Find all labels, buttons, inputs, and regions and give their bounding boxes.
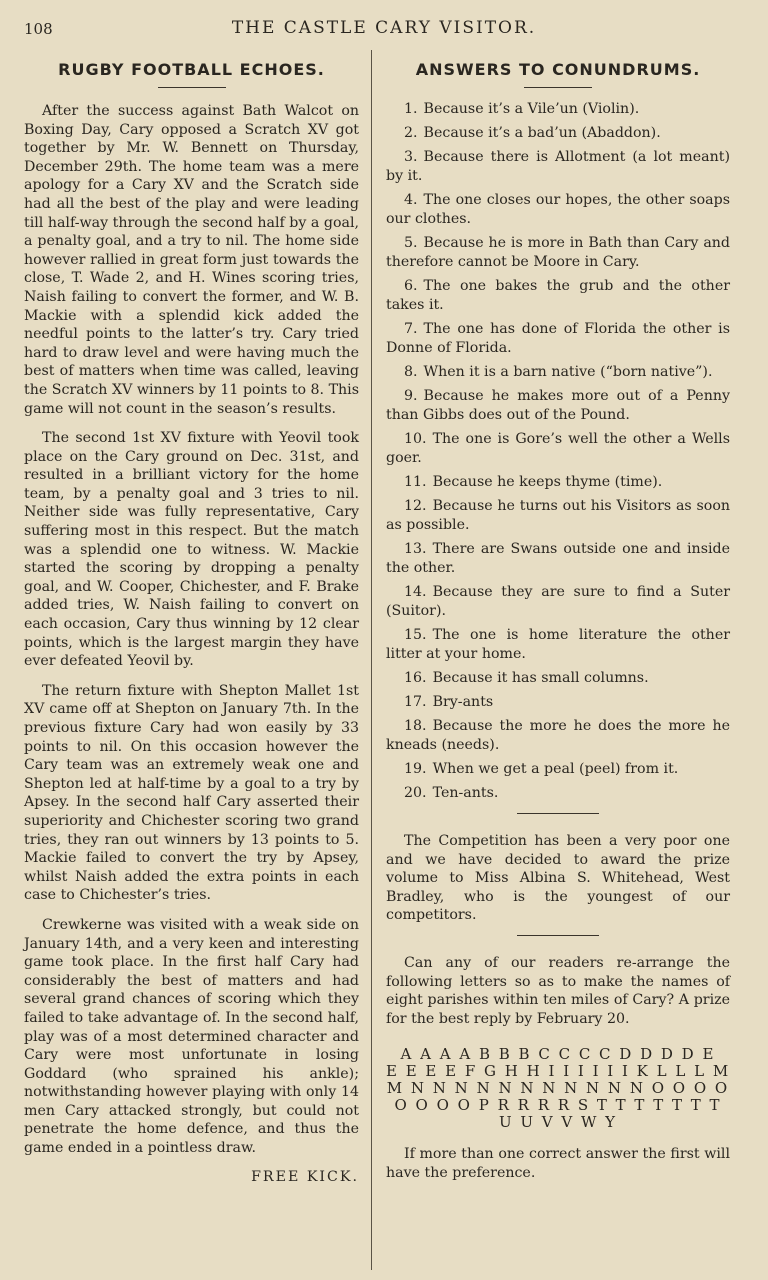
answer-item: 5. Because he is more in Bath than Cary and therefore cannot be Moore in Cary. xyxy=(386,235,730,270)
answer-item: 11. Because he keeps thyme (time). xyxy=(404,474,663,490)
answer-item: 1. Because it’s a Vile’un (Violin). xyxy=(404,101,640,117)
section-rule xyxy=(517,813,599,814)
section-rule xyxy=(517,935,599,936)
answer-item: 2. Because it’s a bad’un (Abaddon). xyxy=(404,125,661,141)
letter-line: M N N N N N N N N N N N O O O O xyxy=(386,1079,730,1098)
answers-column xyxy=(386,60,730,1183)
answers-list xyxy=(386,100,730,803)
answer-item: 14. Because they are sure to find a Suter (Suitor). xyxy=(386,584,730,619)
answer-item: 8. When it is a barn native (“born native”). xyxy=(404,364,713,380)
letter-line: U U V V W Y xyxy=(498,1113,618,1132)
rugby-paragraph-2: The second 1st XV fixture with Yeovil took place on the Cary ground on Dec. 31st, and resulted in a brilliant victory for the home team, by a penalty goal and 3 tries to nil. Neither side was fully representative, Cary suffering most in this respect. But the match was a splendid one to witness. W. Mackie started the scoring by dropping a penalty goal, and W. Cooper, Chichester, and F. Brake added tries, W. Naish failing to convert on each occasion, Cary thus winning by 12 clear points, which is the largest margin they have ever defeated Yeovil by. xyxy=(24,430,359,670)
running-title: THE CASTLE CARY VISITOR. xyxy=(231,18,537,38)
answer-item: 17. Bry-ants xyxy=(404,694,494,710)
answer-item: 7. The one has done of Florida the other is Donne of Florida. xyxy=(386,321,730,356)
answer-item: 4. The one closes our hopes, the other soaps our clothes. xyxy=(386,192,730,227)
rugby-column xyxy=(24,60,359,1185)
rugby-paragraph-4: Crewkerne was visited with a weak side on January 14th, and a very keen and interesting game took place. In the first half Cary had considerably the best of matters and had several grand chances of scoring which they failed to take advantage of. In the second half, play was of a most determined character and Cary were most unfortunate in losing Goddard (who sprained his ankle); notwithstanding however playing with only 14 men Cary attacked strongly, but could not penetrate the home defence, and thus the game ended in a pointless draw. xyxy=(24,916,359,1157)
column-divider xyxy=(371,50,372,1270)
rugby-paragraph-3: The return fixture with Shepton Mallet 1st XV came off at Shepton on January 7th. In the previous fixture Cary had won easily by 33 points to nil. On this occasion however the Cary team was an extremely weak one and Shepton led at half-time by a goal to a try by Apsey. In the second half Cary asserted their superiority and Chichester scoring two grand tries, they ran out winners by 13 points to 5. Mackie failed to convert the try by Apsey, whilst Naish added the extra points in each case to Chichester’s tries. xyxy=(24,682,359,904)
rugby-heading: RUGBY FOOTBALL ECHOES. xyxy=(58,60,325,79)
answer-item: 3. Because there is Allotment (a lot meant) by it. xyxy=(386,149,730,184)
closing-paragraph: If more than one correct answer the first will have the preference. xyxy=(386,1146,730,1181)
puzzle-paragraph: Can any of our readers re-arrange the following letters so as to make the names of eight parishes within ten miles of Cary? A prize for the best reply by February 20. xyxy=(386,954,730,1027)
page-number: 108 xyxy=(24,20,53,38)
answer-item: 20. Ten-ants. xyxy=(404,785,499,801)
letter-grid xyxy=(386,1046,730,1131)
letter-line: E E E E F G H H I I I I I I K L L L M xyxy=(386,1062,731,1081)
answer-item: 18. Because the more he does the more he kneads (needs). xyxy=(386,718,730,753)
answer-item: 16. Because it has small columns. xyxy=(404,670,649,686)
rugby-paragraph-1: After the success against Bath Walcot on Boxing Day, Cary opposed a Scratch XV got together by Mr. W. Bennett on Thursday, December 29th. The home team was a mere apology for a Cary XV and the Scratch side had all the best of the play and were leading till half-way through the second half by a goal, a penalty goal, and a try to nil. The home side however rallied in great form just towards the close, T. Wade 2, and H. Wines scoring tries, Naish failing to convert the former, and W. B. Mackie with a splendid kick added the needful points to the latter’s try. Cary tried hard to draw level and were having much the best of matters when time was called, leaving the Scratch XV winners by 11 points to 8. This game will not count in the season’s results. xyxy=(24,103,359,417)
answer-item: 15. The one is home literature the other litter at your home. xyxy=(386,627,730,662)
heading-rule xyxy=(524,87,592,88)
heading-rule xyxy=(158,87,226,88)
letter-line: O O O O P R R R R S T T T T T T T xyxy=(394,1096,722,1115)
competition-paragraph: The Competition has been a very poor one and we have decided to award the prize volume to Miss Albina S. Whitehead, West Bradley, who is the youngest of our competitors. xyxy=(386,833,730,924)
answer-item: 13. There are Swans outside one and inside the other. xyxy=(386,541,730,576)
rugby-signature: FREE KICK. xyxy=(251,1168,359,1185)
answer-item: 12. Because he turns out his Visitors as soon as possible. xyxy=(386,498,730,533)
answer-item: 6. The one bakes the grub and the other takes it. xyxy=(386,278,730,313)
letter-line: A A A A B B B C C C C D D D D E xyxy=(400,1045,716,1064)
answers-heading: ANSWERS TO CONUNDRUMS. xyxy=(415,60,701,79)
answer-item: 19. When we get a peal (peel) from it. xyxy=(404,761,679,777)
answer-item: 9. Because he makes more out of a Penny than Gibbs does out of the Pound. xyxy=(386,388,730,423)
answer-item: 10. The one is Gore’s well the other a Wells goer. xyxy=(386,431,730,466)
